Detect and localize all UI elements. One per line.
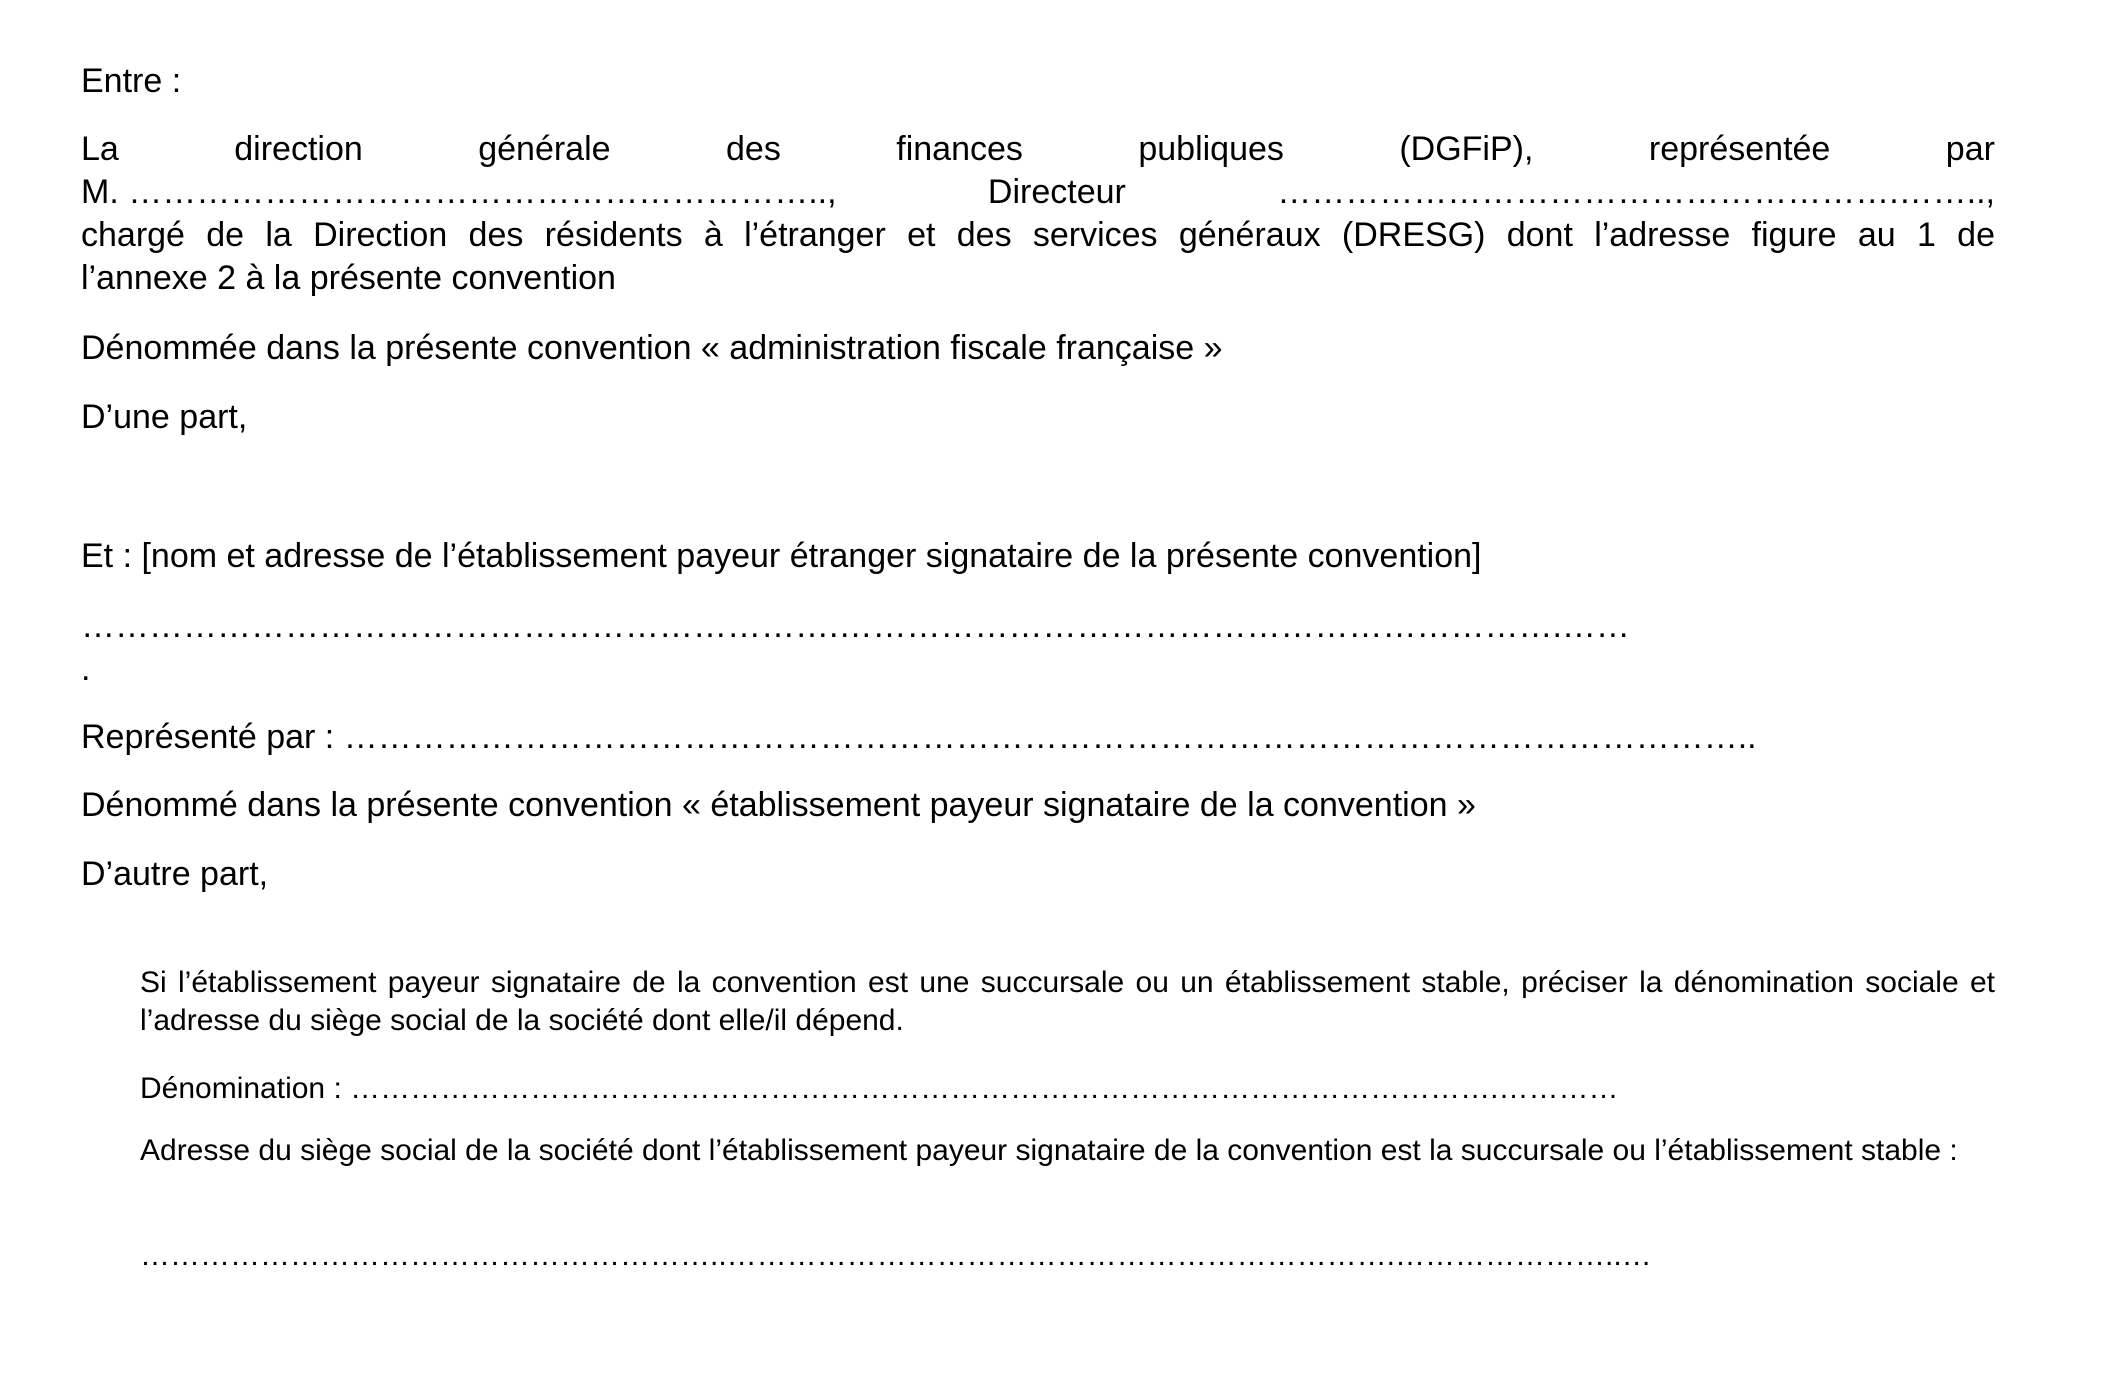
dgfip-paragraph xyxy=(81,128,1995,300)
dgfip-line-1-word: par xyxy=(1945,130,1995,168)
etablissement-dots-tail: . xyxy=(81,650,91,688)
une-part-label: D’une part, xyxy=(81,398,248,436)
dgfip-line-1-word: direction xyxy=(234,130,363,168)
dgfip-line-1-word: représentée xyxy=(1648,130,1831,168)
directeur-name-blank: ……………………………………………….…….., xyxy=(1277,173,1995,211)
dgfip-line-1-word: La xyxy=(81,130,119,168)
dgfip-line-2 xyxy=(81,171,1995,214)
entre-label: Entre : xyxy=(81,62,182,100)
dgfip-line-3-text: chargé de la Direction des résidents à l’étranger et des services généraux (DRESG) dont l’adresse figure au 1 de xyxy=(81,216,1995,254)
dgfip-line-1-word: (DGFiP), xyxy=(1399,130,1534,168)
document-page xyxy=(81,0,1995,1374)
denomme-etablissement: Dénommé dans la présente convention « établissement payeur signataire de la convention » xyxy=(81,786,1476,824)
etablissement-dots: ………………………………………………………….……………………………………………………….…… xyxy=(81,607,1630,645)
denommee-dgfip: Dénommée dans la présente convention « administration fiscale française » xyxy=(81,329,1223,367)
represente-par-text: Représenté par : …………………………………………………………………………………………………………….. xyxy=(81,718,1757,756)
dgfip-line-1-word: générale xyxy=(478,130,611,168)
denomination-line xyxy=(140,1070,1995,1108)
dgfip-line-1-word: des xyxy=(726,130,781,168)
represente-par-line xyxy=(81,716,1995,759)
denomination-text: Dénomination : …………………………………………………………………………………………………….………… xyxy=(140,1072,1619,1105)
dgfip-line-3 xyxy=(81,214,1995,257)
etablissement-blank xyxy=(81,605,1995,691)
dgfip-line-1 xyxy=(81,128,1995,171)
autre-part-label: D’autre part, xyxy=(81,855,269,893)
directeur-label: Directeur xyxy=(987,173,1126,211)
succursale-instruction: Si l’établissement payeur signataire de la convention est une succursale ou un établissement stable, préciser la dénomination sociale et l’adresse du siège social de la société dont elle/il dépend. xyxy=(140,966,1995,1037)
adresse-blank-line xyxy=(140,1237,1995,1275)
adresse-siege-instruction: Adresse du siège social de la société dont l’établissement payeur signataire de la convention est la succursale ou l’établissement stable : xyxy=(140,1134,1958,1167)
dgfip-line-1-word: finances xyxy=(896,130,1023,168)
adresse-dots: …………………………………………………..………………………………………………………….…………………..… xyxy=(140,1239,1652,1272)
dgfip-line-4: l’annexe 2 à la présente convention xyxy=(81,259,616,297)
representative-name-blank: M. …………………………………………………….., xyxy=(81,173,837,211)
dgfip-line-1-word: publiques xyxy=(1138,130,1284,168)
et-label: Et : [nom et adresse de l’établissement payeur étranger signataire de la présente convention] xyxy=(81,537,1482,575)
